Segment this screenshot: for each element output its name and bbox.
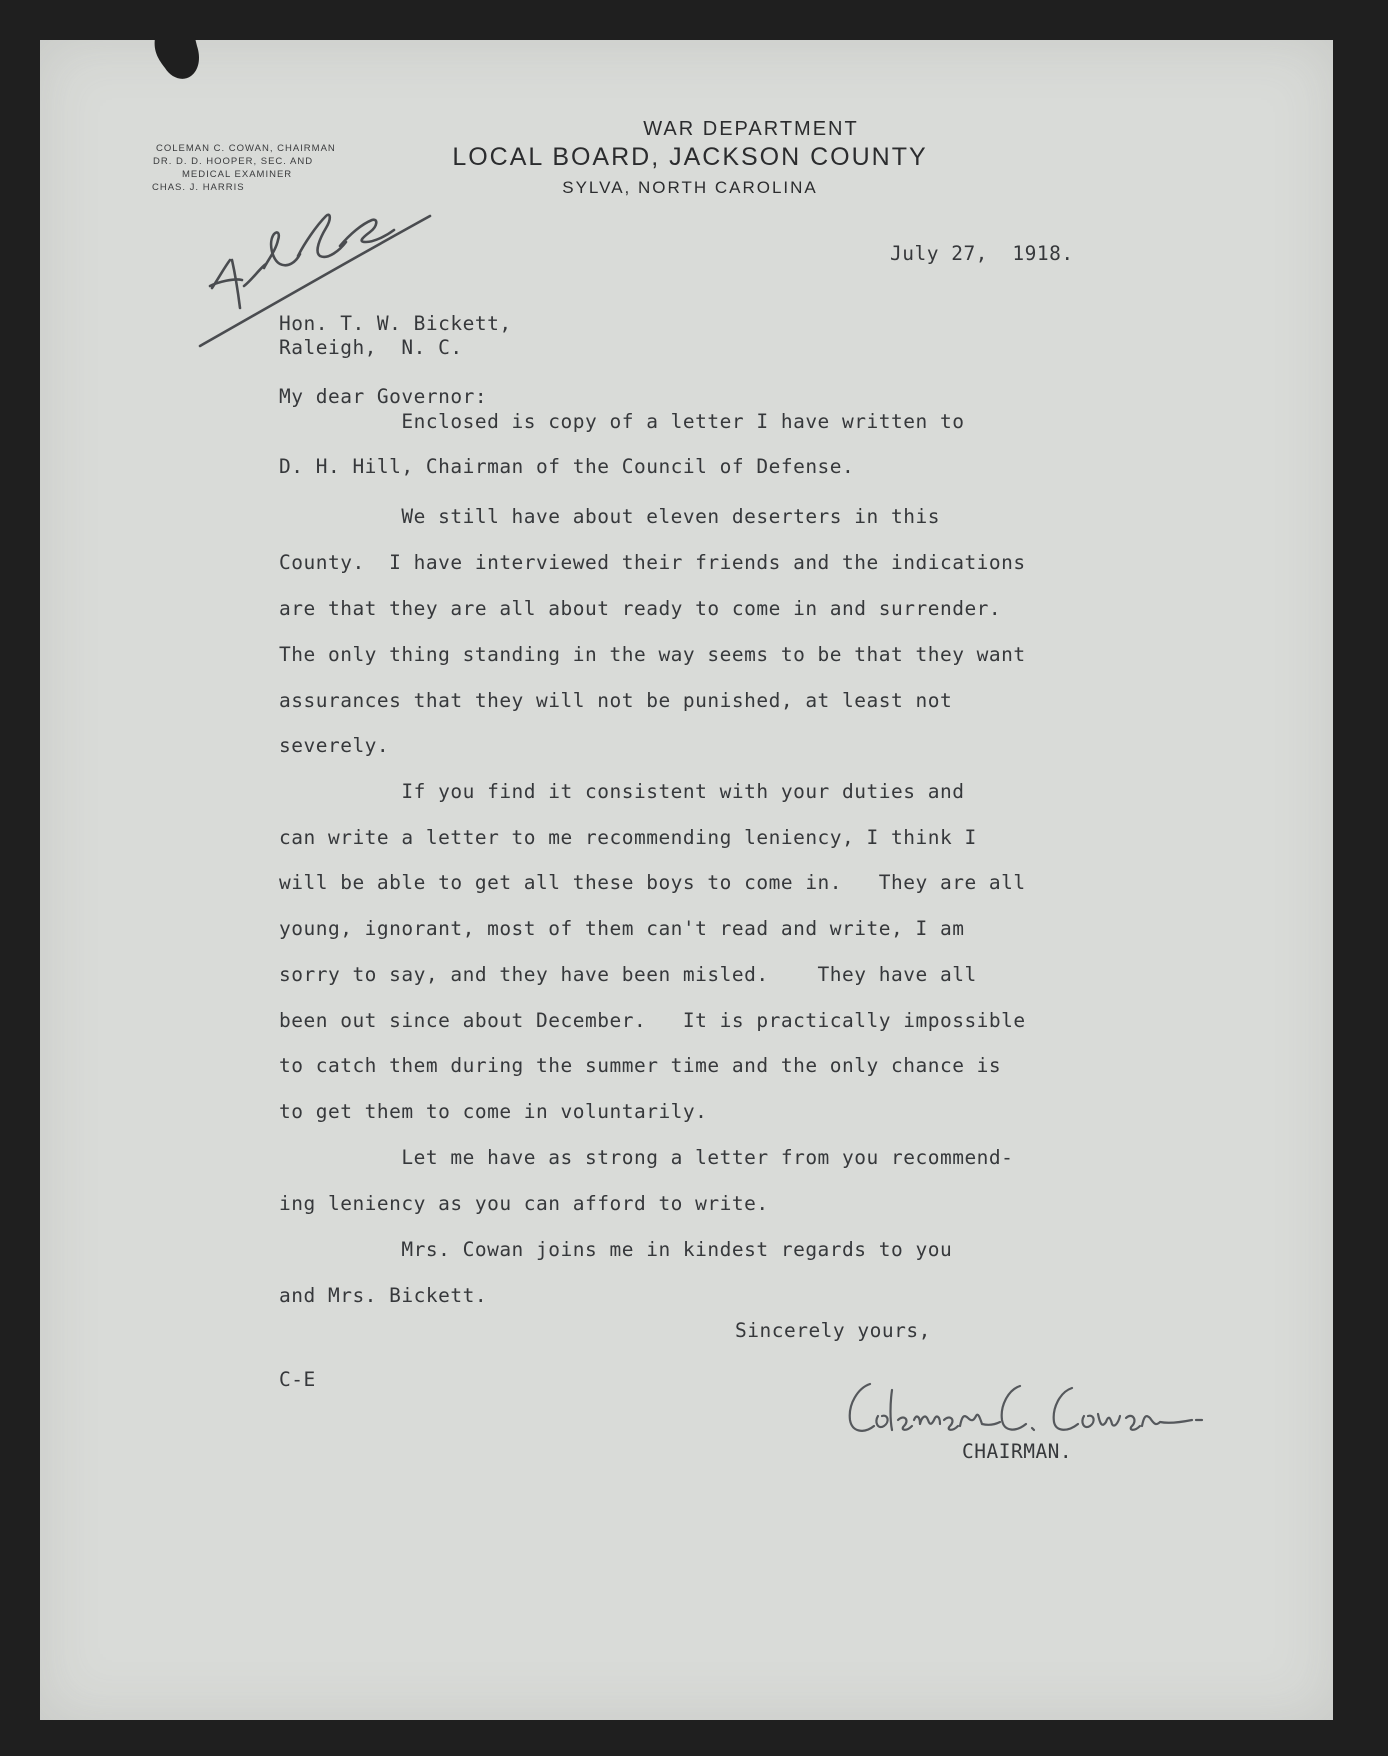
letter-sheet xyxy=(40,40,1333,1720)
body-line: to catch them during the summer time and the only chance is xyxy=(279,1054,1002,1077)
member-secretary: DR. D. D. HOOPER, SEC. AND xyxy=(153,156,314,167)
body-line: Mrs. Cowan joins me in kindest regards to you xyxy=(279,1238,953,1261)
body-line: been out since about December. It is practically impossible xyxy=(279,1009,1026,1032)
closing: Sincerely yours, xyxy=(735,1319,931,1342)
signer-title: CHAIRMAN. xyxy=(962,1440,1073,1463)
letterhead-title xyxy=(435,116,1055,204)
recipient-city: Raleigh, N. C. xyxy=(279,336,463,359)
letter-date: July 27, 1918. xyxy=(890,242,1074,265)
recipient-name: Hon. T. W. Bickett, xyxy=(279,312,512,335)
body-line: We still have about eleven deserters in this xyxy=(279,505,940,528)
body-line: and Mrs. Bickett. xyxy=(279,1284,488,1307)
board-name: LOCAL BOARD, JACKSON COUNTY xyxy=(452,143,928,171)
body-line: will be able to get all these boys to come in. They are all xyxy=(279,871,1026,894)
salutation: My dear Governor: xyxy=(279,385,488,408)
body-line: severely. xyxy=(279,734,390,757)
body-line: assurances that they will not be punished, at least not xyxy=(279,689,953,712)
body-line: can write a letter to me recommending leniency, I think I xyxy=(279,826,977,849)
body-line: young, ignorant, most of them can't read and write, I am xyxy=(279,917,965,940)
body-line: County. I have interviewed their friends and the indications xyxy=(279,551,1026,574)
typist-initials: C-E xyxy=(279,1368,316,1391)
department-name: WAR DEPARTMENT xyxy=(643,118,859,140)
torn-corner-hole xyxy=(135,38,215,98)
board-location: SYLVA, NORTH CAROLINA xyxy=(562,178,818,197)
member-chairman: COLEMAN C. COWAN, CHAIRMAN xyxy=(156,143,336,154)
body-line: If you find it consistent with your duties and xyxy=(279,780,965,803)
body-line: The only thing standing in the way seems to be that they want xyxy=(279,643,1026,666)
body-line: D. H. Hill, Chairman of the Council of Defense. xyxy=(279,455,855,478)
body-line: to get them to come in voluntarily. xyxy=(279,1100,708,1123)
body-line: sorry to say, and they have been misled. They have all xyxy=(279,963,977,986)
body-line: Enclosed is copy of a letter I have written to xyxy=(279,410,965,433)
member-secretary-role: MEDICAL EXAMINER xyxy=(182,169,293,180)
body-line: Let me have as strong a letter from you recommend- xyxy=(279,1146,1014,1169)
member-third: CHAS. J. HARRIS xyxy=(152,182,245,193)
handwritten-signature xyxy=(840,1370,1220,1450)
body-line: are that they are all about ready to come in and surrender. xyxy=(279,597,1002,620)
body-line: ing leniency as you can afford to write. xyxy=(279,1192,769,1215)
